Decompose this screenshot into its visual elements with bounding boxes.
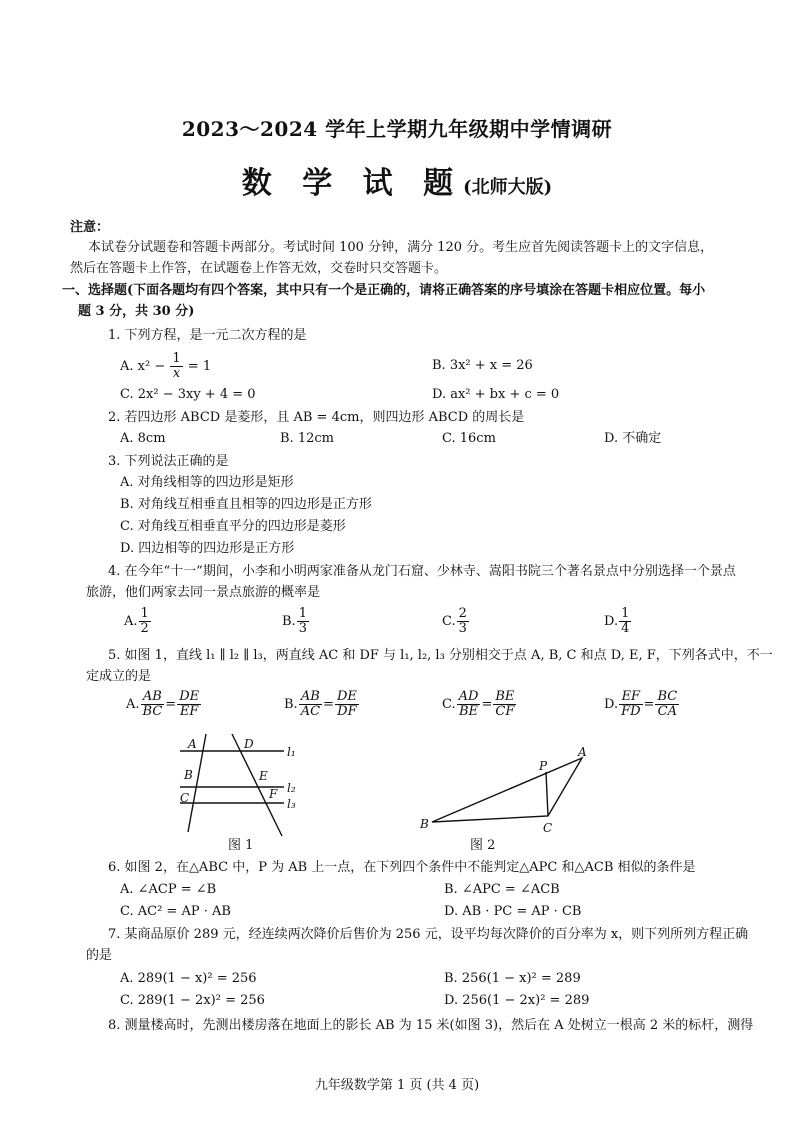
q5-c-frac1 <box>457 690 481 719</box>
fig2-label-c: C <box>543 821 553 835</box>
q5-b-d1: AC <box>300 704 321 719</box>
q5-option-c <box>442 690 517 719</box>
figure-2-drawing <box>416 742 596 838</box>
q5-c-n1: AD <box>458 689 479 704</box>
figure-1-caption: 图 1 <box>228 838 254 853</box>
figure-1-drawing <box>170 730 320 852</box>
page-footer: 九年级数学第 1 页 (共 4 页) <box>314 1078 480 1093</box>
exam-title-main <box>0 158 794 202</box>
q4-c-denominator: 3 <box>458 621 467 636</box>
q4-d-denominator: 4 <box>621 621 630 636</box>
q4-option-a <box>124 607 152 636</box>
fig1-label-f: F <box>269 787 278 801</box>
q4-c-numerator: 2 <box>458 606 467 621</box>
q5-a-d1: BC <box>142 704 163 719</box>
q4-a-numerator: 1 <box>140 606 149 621</box>
q5-d-eq: = <box>643 697 655 712</box>
q4-option-c <box>442 607 470 636</box>
q1-a-numerator: 1 <box>172 351 181 366</box>
fig1-label-l2: l₂ <box>287 781 296 795</box>
q5-a-n1: AB <box>141 690 165 705</box>
exam-title-line1: 2023～2024 学年上学期九年级期中学情调研 <box>181 117 613 141</box>
q5-d-label: D. <box>604 697 619 712</box>
q4-a-label: A. <box>124 614 138 629</box>
q5-b-n2: DE <box>336 689 357 704</box>
q1-a-prefix: A. x² − <box>120 359 166 374</box>
q4-option-b <box>282 607 310 636</box>
q7-option-c: C. 289(1 − 2x)² = 256 <box>120 993 265 1008</box>
q3-option-d: D. 四边相等的四边形是正方形 <box>120 541 295 556</box>
q5-d-n1: EF <box>619 690 642 705</box>
q5-c-eq: = <box>481 697 493 712</box>
q2-option-d: D. 不确定 <box>604 431 662 446</box>
q4-b-denominator: 3 <box>298 621 307 636</box>
q5-stem-line2: 定成立的是 <box>86 669 152 684</box>
q1-option-b: B. 3x² + x = 26 <box>432 358 533 373</box>
q4-option-d <box>604 607 632 636</box>
q1-a-fraction <box>170 352 182 381</box>
q1-a-denominator: x <box>172 366 181 381</box>
q2-stem: 2. 若四边形 ABCD 是菱形，且 AB = 4cm，则四边形 ABCD 的周长是 <box>108 410 525 425</box>
figure-1 <box>170 730 320 852</box>
q4-d-label: D. <box>604 614 619 629</box>
q3-option-a: A. 对角线相等的四边形是矩形 <box>120 475 294 490</box>
q1-stem: 1. 下列方程，是一元二次方程的是 <box>108 328 307 343</box>
q5-b-frac2 <box>335 690 359 719</box>
q2-option-a: A. 8cm <box>120 431 166 446</box>
q6-option-d: D. AB · PC = AP · CB <box>444 904 582 919</box>
q4-stem-line1: 4. 在今年“十一”期间，小李和小明两家准备从龙门石窟、少林寺、嵩阳书院三个著名景点中分别选择一个景点 <box>108 564 736 579</box>
q8-stem-line1: 8. 测量楼高时，先测出楼房落在地面上的影长 AB 为 15 米(如图 3)，然后在 A 处树立一根高 2 米的标杆，测得 <box>108 1018 754 1033</box>
fig2-segment-pc <box>546 772 548 816</box>
fig1-label-e: E <box>259 769 268 783</box>
figure-2-caption: 图 2 <box>470 838 496 853</box>
q5-c-d1: BE <box>459 704 479 719</box>
q5-a-eq: = <box>165 697 177 712</box>
q3-option-c: C. 对角线互相垂直平分的四边形是菱形 <box>120 519 346 534</box>
q7-stem-line1: 7. 某商品原价 289 元，经连续两次降价后售价为 256 元，设平均每次降价的百分率为 x，则下列所列方程正确 <box>108 927 749 942</box>
fig1-line-df <box>232 734 282 836</box>
fig1-label-l1: l₁ <box>287 745 296 759</box>
q5-b-label: B. <box>284 697 298 712</box>
q5-b-n1: AB <box>299 690 322 705</box>
q4-a-denominator: 2 <box>140 621 149 636</box>
q4-b-fraction <box>297 607 309 636</box>
q5-d-frac1 <box>619 690 642 719</box>
fig2-triangle-abc <box>432 758 582 822</box>
notice-label: 注意： <box>70 220 110 235</box>
fig1-label-a: A <box>188 737 197 751</box>
q5-a-frac1 <box>141 690 165 719</box>
q1-a-suffix: = 1 <box>187 359 212 374</box>
section1-heading-line1: 一、选择题(下面各题均有四个答案，其中只有一个是正确的，请将正确答案的序号填涂在答题卡相应位置。每小 <box>62 283 706 298</box>
fig2-label-a: A <box>578 745 587 759</box>
fig1-label-l3: l₃ <box>287 797 296 811</box>
q6-stem: 6. 如图 2，在△ABC 中，P 为 AB 上一点，在下列四个条件中不能判定△APC 和△ACB 相似的条件是 <box>108 860 696 875</box>
section1-heading-line2: 题 3 分，共 30 分) <box>78 304 195 319</box>
q5-a-d2: EF <box>179 704 199 719</box>
q5-option-b <box>284 690 360 719</box>
q5-a-n2: DE <box>179 689 200 704</box>
q4-c-label: C. <box>442 614 456 629</box>
q5-b-frac1 <box>299 690 322 719</box>
q4-b-numerator: 1 <box>298 606 307 621</box>
q6-option-b: B. ∠APC = ∠ACB <box>444 882 560 897</box>
q4-d-numerator: 1 <box>621 606 630 621</box>
notice-line1: 本试卷分试题卷和答题卡两部分。考试时间 100 分钟，满分 120 分。考生应首先阅读答题卡上的文字信息， <box>88 240 714 255</box>
q4-b-label: B. <box>282 614 296 629</box>
q5-d-frac2 <box>655 690 679 719</box>
q5-b-eq: = <box>323 697 334 712</box>
q1-option-a <box>120 352 211 381</box>
q5-c-n2: BE <box>495 689 515 704</box>
fig1-label-c: C <box>180 791 190 805</box>
fig2-label-b: B <box>420 817 429 831</box>
subject-title: 数 学 试 题 <box>241 166 464 201</box>
edition-label: (北师大版) <box>463 177 553 198</box>
figure-2 <box>416 742 596 838</box>
q7-option-b: B. 256(1 − x)² = 289 <box>444 971 581 986</box>
q5-c-d2: CF <box>495 704 515 719</box>
notice-line2: 然后在答题卡上作答，在试题卷上作答无效，交卷时只交答题卡。 <box>70 261 448 276</box>
q4-a-fraction <box>139 607 151 636</box>
q7-stem-line2: 的是 <box>86 948 113 963</box>
q5-c-frac2 <box>493 690 516 719</box>
q4-stem-line2: 旅游，他们两家去同一景点旅游的概率是 <box>86 585 321 600</box>
q5-d-n2: BC <box>657 689 678 704</box>
q5-stem-line1: 5. 如图 1，直线 l₁ ∥ l₂ ∥ l₃，两直线 AC 和 DF 与 l₁, l₂, l₃ 分别相交于点 A, B, C 和点 D, E, F，下列各式中，不一 <box>108 648 773 663</box>
q1-option-d: D. ax² + bx + c = 0 <box>432 387 560 402</box>
q2-option-c: C. 16cm <box>442 431 496 446</box>
q1-option-c: C. 2x² − 3xy + 4 = 0 <box>120 387 256 402</box>
q3-stem: 3. 下列说法正确的是 <box>108 454 229 469</box>
q6-option-a: A. ∠ACP = ∠B <box>120 882 217 897</box>
q4-d-fraction <box>619 607 631 636</box>
q2-option-b: B. 12cm <box>280 431 334 446</box>
q3-option-b: B. 对角线互相垂直且相等的四边形是正方形 <box>120 497 372 512</box>
q5-a-label: A. <box>126 697 140 712</box>
q5-option-d <box>604 690 680 719</box>
q5-d-d1: FD <box>621 704 641 719</box>
q5-option-a <box>126 690 202 719</box>
q5-c-label: C. <box>442 697 456 712</box>
q5-a-frac2 <box>177 690 201 719</box>
fig2-label-p: P <box>539 759 548 773</box>
q5-d-d2: CA <box>657 704 677 719</box>
fig1-label-d: D <box>244 737 254 751</box>
q6-option-c: C. AC² = AP · AB <box>120 904 231 919</box>
q7-option-d: D. 256(1 − 2x)² = 289 <box>444 993 590 1008</box>
fig1-label-b: B <box>184 768 193 782</box>
q7-option-a: A. 289(1 − x)² = 256 <box>120 971 257 986</box>
q5-b-d2: DF <box>337 704 357 719</box>
q4-c-fraction <box>457 607 469 636</box>
